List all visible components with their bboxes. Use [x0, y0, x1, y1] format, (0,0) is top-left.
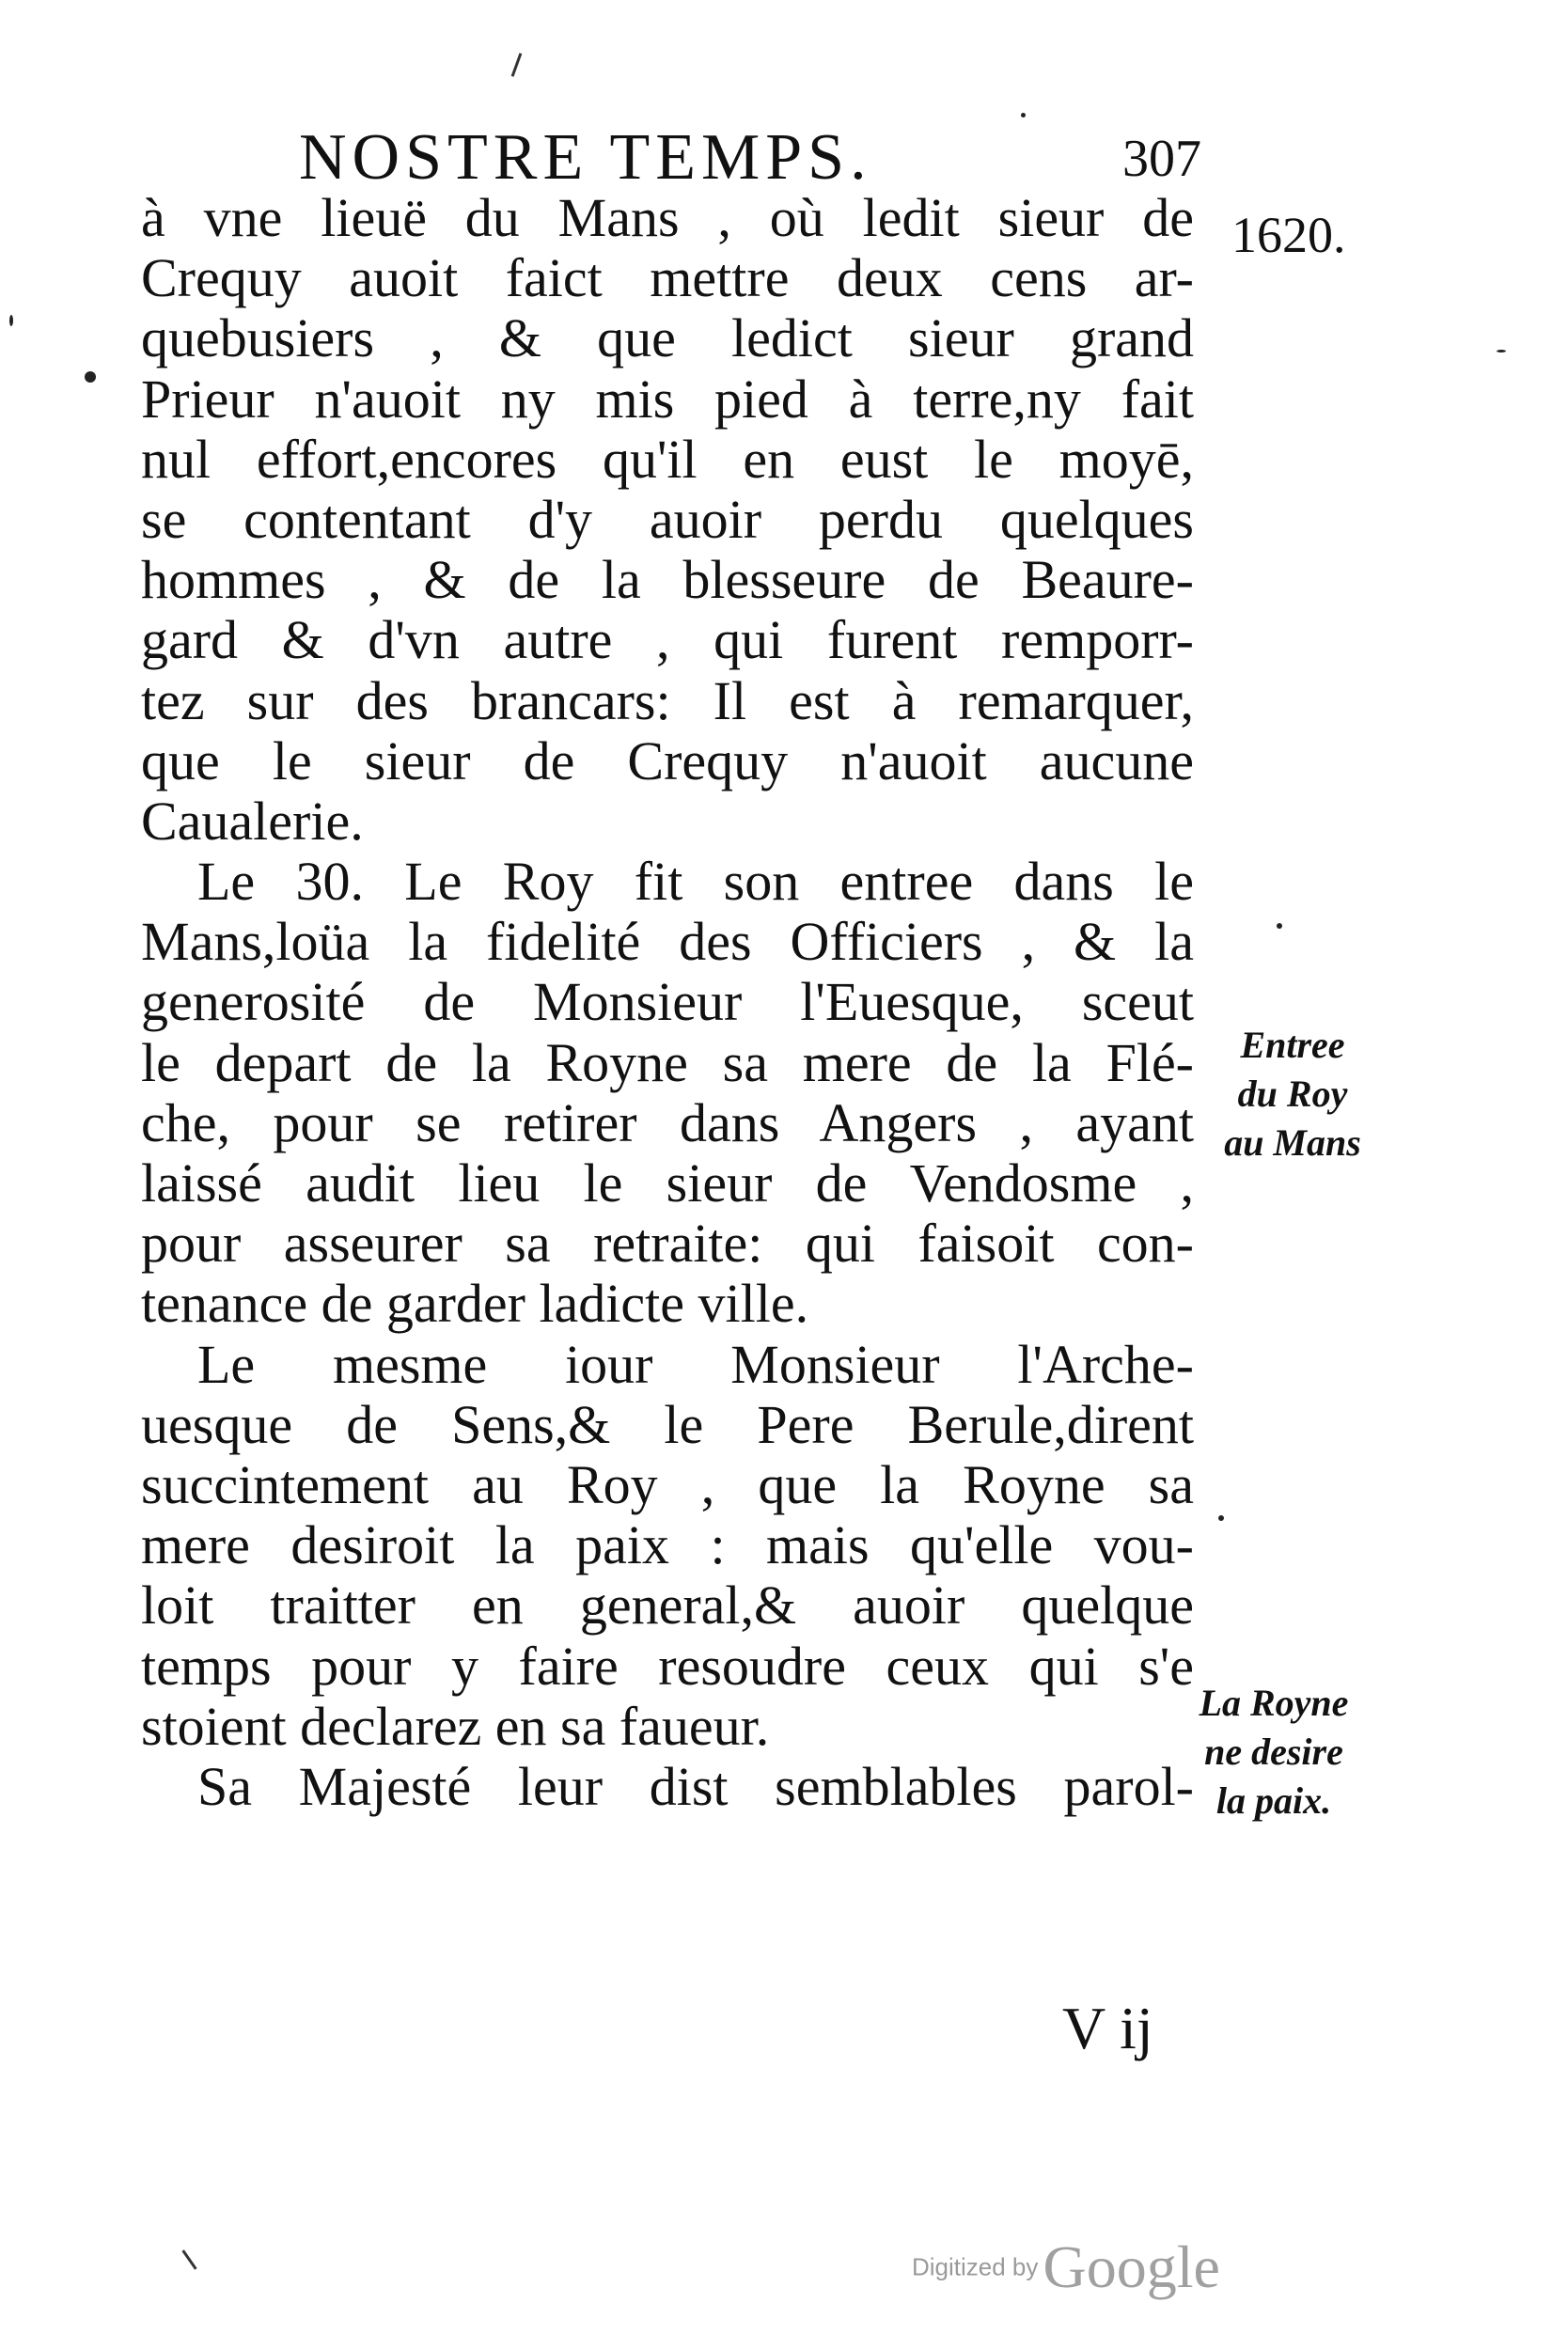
text-line: nul effort,encores qu'il en eust le moyē,	[141, 428, 1194, 490]
scan-speck	[9, 315, 13, 326]
signature-mark: V ij	[1062, 1995, 1153, 2061]
text-line: hommes , & de la blesseure de Beaure-	[141, 549, 1194, 611]
margin-note-line: ne desire	[1204, 1731, 1343, 1773]
text-line: tez sur des brancars: Il est à remarquer,	[141, 669, 1194, 731]
text-line: Crequy auoit faict mettre deux cens ar-	[141, 247, 1194, 309]
text-line: quebusiers , & que ledict sieur grand	[141, 307, 1194, 369]
text-line: generosité de Monsieur l'Euesque, sceut	[141, 971, 1194, 1033]
scan-speck	[1497, 350, 1506, 352]
text-line: che, pour se retirer dans Angers , ayant	[141, 1091, 1194, 1153]
text-line: Caualerie.	[141, 790, 364, 852]
text-line: à vne lieuë du Mans , où ledit sieur de	[141, 187, 1194, 248]
margin-note-line: Entree	[1240, 1024, 1345, 1066]
watermark-prefix: Digitized by	[912, 2252, 1039, 2281]
text-line: Mans,loüa la fidelité des Officiers , & la	[141, 911, 1194, 973]
scan-speck	[1218, 1515, 1224, 1521]
body-text	[141, 188, 1194, 1817]
text-line: tenance de garder ladicte ville.	[141, 1273, 809, 1335]
running-head: NOSTRE TEMPS.	[299, 121, 872, 194]
text-line: pour asseurer sa retraite: qui faisoit con-	[141, 1213, 1194, 1275]
text-line: Sa Majesté leur dist semblables parol-	[197, 1755, 1194, 1817]
text-line: stoient declarez en sa faueur.	[141, 1695, 770, 1757]
scan-speck	[1277, 923, 1282, 929]
margin-note-entree	[1199, 1021, 1387, 1167]
text-line: que le sieur de Crequy n'auoit aucune	[141, 729, 1194, 791]
margin-note-paix	[1180, 1679, 1368, 1825]
scan-speck	[85, 371, 96, 383]
text-line: uesque de Sens,& le Pere Berule,dirent	[141, 1393, 1194, 1455]
margin-note-line: au Mans	[1224, 1121, 1361, 1164]
digitized-watermark	[912, 2232, 1220, 2302]
page-number: 307	[1122, 130, 1201, 188]
text-line: temps pour y faire resoudre ceux qui s'e	[141, 1635, 1194, 1697]
google-logo: Google	[1043, 2233, 1220, 2300]
margin-note-line: du Roy	[1237, 1073, 1348, 1115]
margin-note-line: La Royne	[1199, 1682, 1349, 1724]
text-line: le depart de la Royne sa mere de la Flé-	[141, 1031, 1194, 1093]
text-line: gard & d'vn autre , qui furent remporr-	[141, 609, 1194, 671]
text-line: se contentant d'y auoir perdu quelques	[141, 488, 1194, 550]
text-line: mere desiroit la paix : mais qu'elle vou-	[141, 1514, 1194, 1576]
text-line: Le mesme iour Monsieur l'Arche-	[197, 1333, 1194, 1395]
margin-year: 1620.	[1231, 207, 1346, 263]
scan-mark	[181, 2249, 196, 2269]
text-line: loit traitter en general,& auoir quelque	[141, 1574, 1194, 1637]
text-line: Le 30. Le Roy fit son entree dans le	[197, 851, 1194, 913]
scan-speck	[1021, 113, 1026, 118]
scan-mark	[511, 53, 523, 76]
margin-note-line: la paix.	[1215, 1779, 1332, 1822]
text-line: Prieur n'auoit ny mis pied à terre,ny fait	[141, 368, 1194, 430]
text-line: succintement au Roy , que la Royne sa	[141, 1453, 1194, 1515]
text-line: laissé audit lieu le sieur de Vendosme ,	[141, 1152, 1194, 1214]
